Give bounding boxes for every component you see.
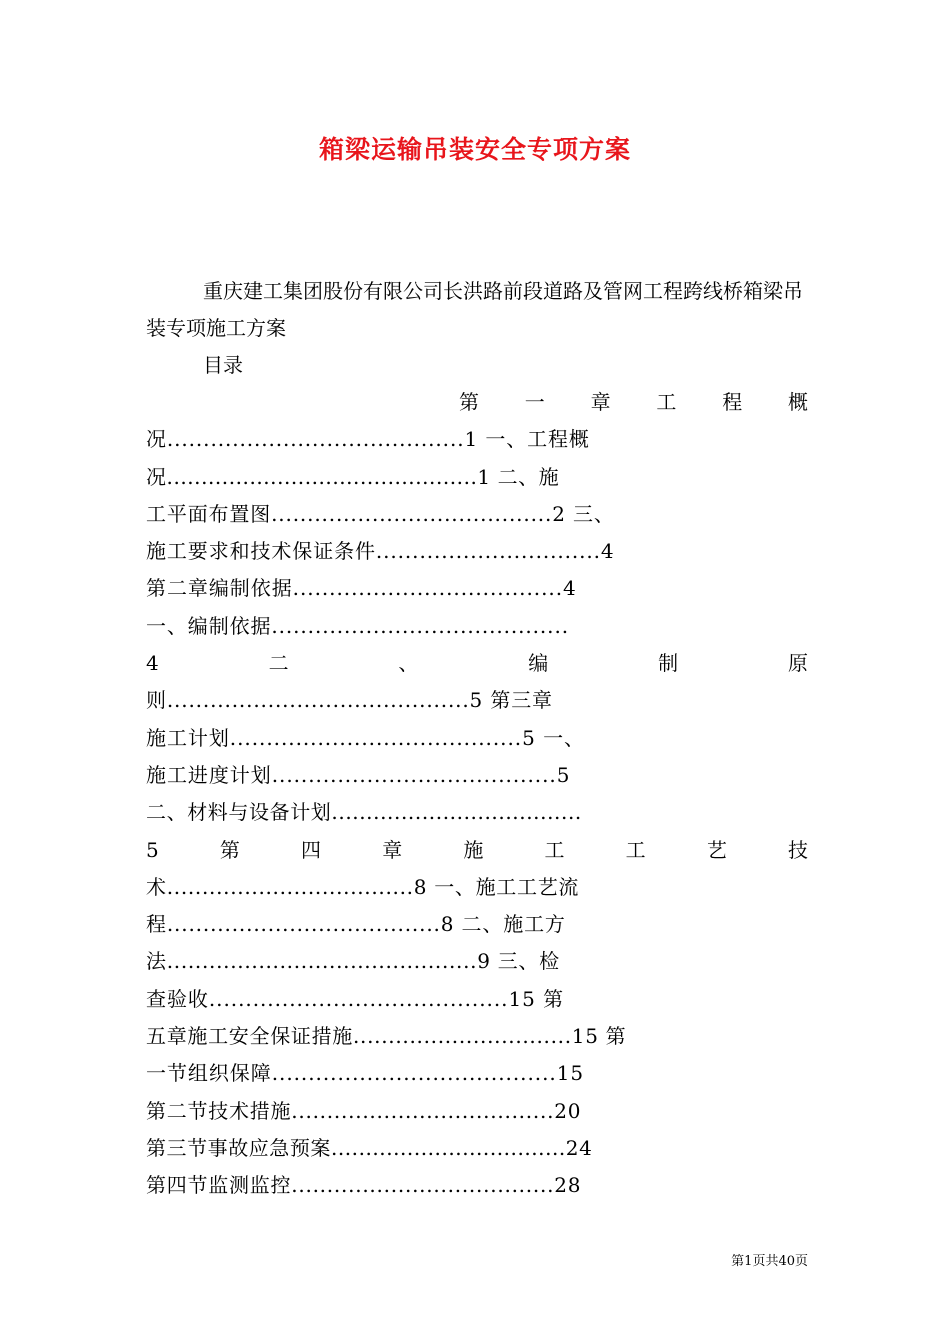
toc-line-2-text: 况.........................................1 一、工程概 — [146, 427, 590, 452]
toc-line-3 — [146, 459, 808, 496]
page-footer: 第1页共40页 — [731, 1254, 808, 1269]
toc-line-21-text: 第三节事故应急预案..................................24 — [146, 1135, 593, 1160]
toc-line-10 — [146, 720, 808, 757]
table-of-contents — [146, 384, 808, 1205]
toc-line-14-text: 术...................................8 一、施工工艺流 — [146, 874, 580, 899]
toc-line-18-text: 五章施工安全保证措施...............................15 第 — [146, 1024, 627, 1049]
toc-line-4 — [146, 496, 808, 533]
toc-line-4-text: 工平面布置图.......................................2 三、 — [146, 501, 615, 526]
toc-heading: 目录 — [203, 353, 243, 377]
document-title: 箱梁运输吊装安全专项方案 — [318, 135, 631, 164]
toc-line-13-text: 5第四章施工工艺技 — [146, 837, 808, 862]
toc-line-16 — [146, 943, 808, 980]
toc-line-5 — [146, 533, 808, 570]
toc-line-22-text: 第四节监测监控.....................................28 — [146, 1173, 582, 1198]
toc-line-11-text: 施工进度计划.......................................5 — [146, 762, 571, 787]
toc-line-2 — [146, 421, 808, 458]
toc-line-8 — [146, 645, 808, 682]
toc-line-11 — [146, 757, 808, 794]
toc-line-5-text: 施工要求和技术保证条件...............................4 — [146, 539, 615, 564]
toc-line-15 — [146, 906, 808, 943]
toc-line-10-text: 施工计划........................................5 一、 — [146, 725, 585, 750]
toc-line-3-text: 况.............................................1 二、施 — [146, 464, 560, 489]
toc-line-6 — [146, 570, 808, 607]
toc-line-17 — [146, 981, 808, 1018]
toc-line-7-text: 一、编制依据......................................... — [146, 613, 569, 638]
toc-line-9-text: 则..........................................5 第三章 — [146, 688, 553, 713]
toc-line-19-text: 一节组织保障.......................................15 — [146, 1061, 585, 1086]
toc-line-1 — [146, 384, 808, 421]
toc-line-19 — [146, 1055, 808, 1092]
toc-line-18 — [146, 1018, 808, 1055]
toc-line-8-text: 4二、编制原 — [146, 651, 808, 676]
intro-text: 重庆建工集团股份有限公司长洪路前段道路及管网工程跨线桥箱梁吊装专项施工方案 — [146, 279, 803, 341]
toc-line-15-text: 程......................................8 二、施工方 — [146, 912, 566, 937]
toc-line-22 — [146, 1167, 808, 1204]
intro-paragraph — [146, 273, 808, 348]
toc-line-16-text: 法............................................9 三、检 — [146, 949, 560, 974]
toc-line-17-text: 查验收.........................................15 第 — [146, 986, 565, 1011]
toc-line-12-text: 二、材料与设备计划.................................... — [146, 800, 582, 825]
toc-line-7 — [146, 608, 808, 645]
toc-line-20-text: 第二节技术措施.....................................20 — [146, 1098, 582, 1123]
toc-line-14 — [146, 869, 808, 906]
toc-line-13 — [146, 832, 808, 869]
toc-line-21 — [146, 1130, 808, 1167]
toc-line-20 — [146, 1093, 808, 1130]
toc-line-9 — [146, 682, 808, 719]
toc-line-12 — [146, 794, 808, 831]
toc-line-1-text: 第一章工程概 — [459, 390, 808, 414]
toc-line-6-text: 第二章编制依据.....................................4 — [146, 576, 577, 601]
